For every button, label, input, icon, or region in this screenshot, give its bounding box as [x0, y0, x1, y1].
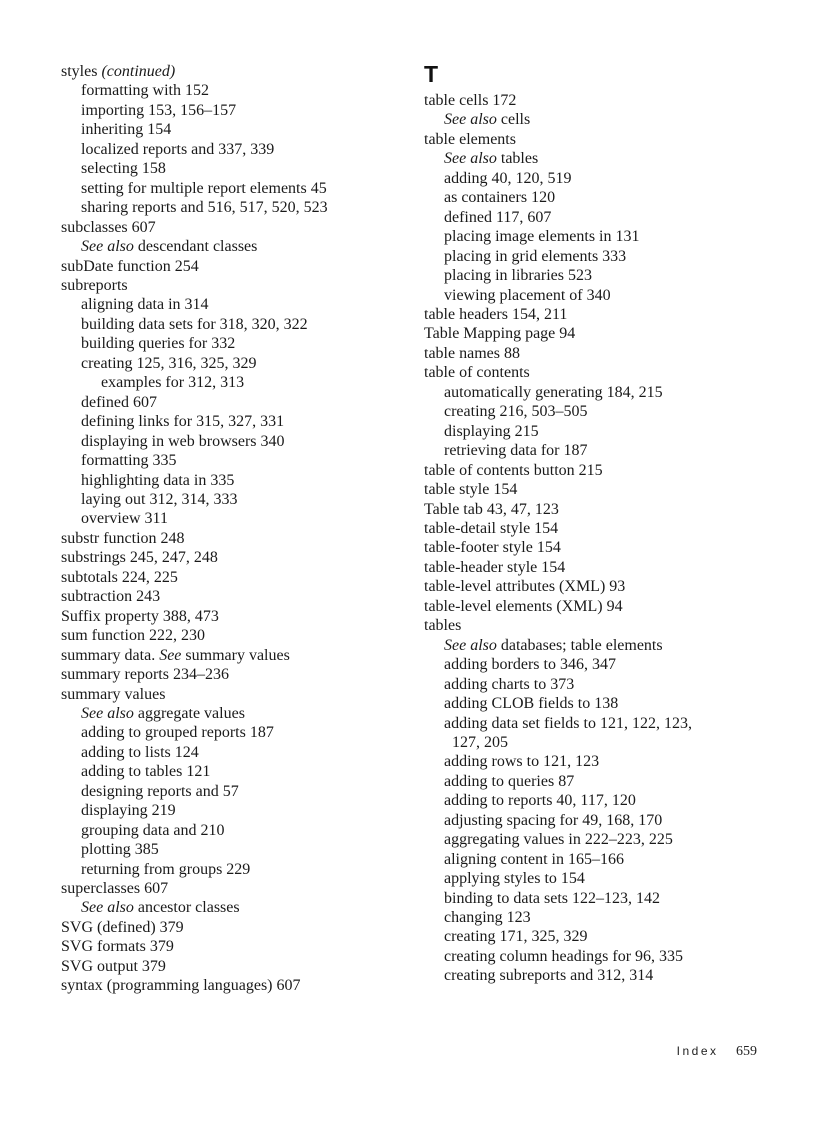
entry-text: adding 40, 120, 519	[444, 169, 572, 187]
entry-text: substrings 245, 247, 248	[61, 549, 218, 567]
entry-text: ancestor classes	[133, 899, 240, 917]
entry-text: summary values	[61, 685, 166, 703]
entry-text: sum function 222, 230	[61, 627, 205, 645]
index-entry	[61, 704, 411, 723]
entry-text: importing 153, 156–157	[81, 101, 237, 119]
entry-text: subtotals 224, 225	[61, 568, 178, 586]
index-entry	[424, 636, 754, 655]
index-entry	[424, 519, 754, 538]
index-entry	[424, 714, 754, 733]
index-entry	[424, 850, 754, 869]
entry-text: aggregate values	[133, 704, 245, 722]
entry-text: table-detail style 154	[424, 519, 559, 537]
entry-text: placing in grid elements 333	[444, 247, 627, 265]
entry-text: highlighting data in 335	[81, 471, 235, 489]
index-entry	[424, 908, 754, 927]
index-entry	[61, 587, 411, 606]
entry-text: as containers 120	[444, 189, 556, 207]
index-entries-right	[424, 91, 754, 986]
index-entry	[424, 791, 754, 810]
index-entry	[61, 237, 411, 256]
entry-text: adding borders to 346, 347	[444, 656, 616, 674]
index-entry	[424, 227, 754, 246]
index-entry	[424, 597, 754, 616]
entry-text: table headers 154, 211	[424, 305, 568, 323]
entry-text: adding to lists 124	[81, 743, 199, 761]
index-entry	[424, 208, 754, 227]
index-entry	[424, 966, 754, 985]
entry-text: Table tab 43, 47, 123	[424, 500, 559, 518]
index-entry	[424, 733, 754, 752]
entry-text: displaying 215	[444, 422, 539, 440]
entry-text: examples for 312, 313	[101, 374, 245, 392]
see-also-label: See also	[444, 111, 497, 129]
see-also-label: See also	[444, 636, 497, 654]
index-entry	[61, 101, 411, 120]
entry-text: defined 607	[81, 393, 157, 411]
index-entry	[61, 976, 411, 995]
index-column-right	[424, 62, 754, 986]
entry-text: SVG formats 379	[61, 938, 174, 956]
entry-text: descendant classes	[133, 238, 258, 256]
index-entry	[61, 354, 411, 373]
index-entry	[424, 461, 754, 480]
index-entry	[61, 432, 411, 451]
entry-text: localized reports and 337, 339	[81, 140, 275, 158]
index-entry	[424, 149, 754, 168]
index-entry	[61, 218, 411, 237]
entry-text: adding CLOB fields to 138	[444, 695, 619, 713]
entry-text: adding charts to 373	[444, 675, 575, 693]
entry-text: table of contents button 215	[424, 461, 603, 479]
entry-text: subDate function 254	[61, 257, 199, 275]
index-entry	[61, 490, 411, 509]
italic-note: (continued)	[101, 63, 176, 80]
index-entry	[61, 548, 411, 567]
see-also-label: See also	[81, 704, 134, 722]
index-entry	[424, 616, 754, 635]
index-entry	[424, 363, 754, 382]
entry-text: creating column headings for 96, 335	[444, 947, 684, 965]
page-footer	[677, 1044, 757, 1060]
entry-text: formatting 335	[81, 452, 177, 470]
entry-text: setting for multiple report elements 45	[81, 179, 327, 197]
italic-note: See	[159, 646, 182, 664]
entry-text: syntax (programming languages) 607	[61, 977, 301, 995]
index-entry	[61, 646, 411, 665]
index-entry	[424, 266, 754, 285]
index-entry	[424, 422, 754, 441]
entry-text: subreports	[61, 276, 128, 294]
index-entry	[424, 305, 754, 324]
index-entry	[61, 607, 411, 626]
section-letter-heading: T	[424, 61, 439, 87]
index-entry	[424, 110, 754, 129]
entry-text: subtraction 243	[61, 588, 161, 606]
entry-text: designing reports and 57	[81, 782, 239, 800]
entry-text: table-level elements (XML) 94	[424, 597, 623, 615]
entry-text: databases; table elements	[496, 636, 663, 654]
page-number: 659	[736, 1044, 757, 1059]
index-entry	[61, 276, 411, 295]
index-entry	[61, 879, 411, 898]
footer-label: Index	[676, 1044, 719, 1058]
entry-text: returning from groups 229	[81, 860, 251, 878]
entry-text: displaying 219	[81, 802, 176, 820]
index-entry	[61, 412, 411, 431]
index-entry	[61, 471, 411, 490]
index-entry	[61, 801, 411, 820]
index-entry	[61, 860, 411, 879]
index-entry	[61, 762, 411, 781]
entry-text: defined 117, 607	[444, 208, 552, 226]
index-entry	[61, 509, 411, 528]
index-entry	[61, 159, 411, 178]
index-entry	[424, 383, 754, 402]
index-entry	[61, 451, 411, 470]
entry-text: displaying in web browsers 340	[81, 432, 285, 450]
index-column-left	[61, 62, 411, 996]
entry-text: laying out 312, 314, 333	[81, 490, 238, 508]
index-entry	[424, 538, 754, 557]
index-entry	[61, 334, 411, 353]
entry-text: automatically generating 184, 215	[444, 383, 663, 401]
entry-text: creating 216, 503–505	[444, 403, 588, 421]
entry-text: table style 154	[424, 481, 518, 499]
index-entry	[424, 286, 754, 305]
index-entry	[61, 315, 411, 334]
index-entry	[424, 324, 754, 343]
entry-text: adding to tables 121	[81, 763, 211, 781]
index-entry	[61, 782, 411, 801]
entry-text: viewing placement of 340	[444, 286, 611, 304]
index-entry	[61, 198, 411, 217]
entry-text: placing in libraries 523	[444, 267, 592, 285]
entry-text: plotting 385	[81, 841, 159, 859]
index-entry	[424, 188, 754, 207]
entry-text: aligning data in 314	[81, 296, 209, 314]
entry-text: superclasses 607	[61, 880, 169, 898]
entry-text: overview 311	[81, 510, 168, 528]
entry-text: grouping data and 210	[81, 821, 225, 839]
index-entry	[424, 500, 754, 519]
index-entry	[61, 393, 411, 412]
index-entry	[61, 723, 411, 742]
index-entry	[424, 558, 754, 577]
index-entry	[424, 344, 754, 363]
entry-text: creating 171, 325, 329	[444, 928, 588, 946]
entry-text: Suffix property 388, 473	[61, 607, 219, 625]
index-entry	[424, 869, 754, 888]
index-entry	[424, 752, 754, 771]
index-entry	[61, 821, 411, 840]
index-entry	[424, 169, 754, 188]
entry-text: table-footer style 154	[424, 539, 561, 557]
index-entry	[424, 441, 754, 460]
index-entry	[424, 402, 754, 421]
entry-text: tables	[496, 150, 539, 168]
entry-text: cells	[496, 111, 531, 129]
entry-text: table cells 172	[424, 92, 517, 109]
index-entry	[424, 772, 754, 791]
index-entry	[424, 694, 754, 713]
entry-text: adding data set fields to 121, 122, 123,	[444, 714, 692, 732]
index-entry	[424, 675, 754, 694]
index-entry	[61, 568, 411, 587]
index-entry	[61, 179, 411, 198]
see-also-label: See also	[81, 899, 134, 917]
index-entry	[424, 811, 754, 830]
index-entry	[61, 685, 411, 704]
index-entry	[61, 140, 411, 159]
index-entry	[61, 529, 411, 548]
index-entry	[424, 927, 754, 946]
entry-text: placing image elements in 131	[444, 228, 640, 246]
entry-text: aligning content in 165–166	[444, 850, 624, 868]
entry-text: adding to reports 40, 117, 120	[444, 792, 636, 810]
index-entry	[424, 480, 754, 499]
index-entry	[61, 373, 411, 392]
entry-text: summary values	[181, 646, 290, 664]
index-entry	[61, 257, 411, 276]
entry-text: table-level attributes (XML) 93	[424, 578, 626, 596]
index-entry	[424, 577, 754, 596]
entry-text: Table Mapping page 94	[424, 325, 576, 343]
entry-text: table names 88	[424, 344, 520, 362]
entry-text: creating subreports and 312, 314	[444, 967, 654, 985]
entry-text: changing 123	[444, 909, 531, 927]
entry-text: tables	[424, 617, 462, 635]
index-entry	[61, 898, 411, 917]
entry-text: adding rows to 121, 123	[444, 753, 600, 771]
see-also-label: See also	[81, 238, 134, 256]
index-entry	[61, 120, 411, 139]
index-entry	[424, 830, 754, 849]
entry-text: inheriting 154	[81, 121, 172, 139]
entry-text: creating 125, 316, 325, 329	[81, 354, 257, 372]
index-entry	[424, 91, 754, 110]
entry-text: building queries for 332	[81, 335, 236, 353]
index-entry	[61, 626, 411, 645]
index-entry	[61, 295, 411, 314]
entry-text: table-header style 154	[424, 558, 566, 576]
index-entry	[424, 947, 754, 966]
entry-text: sharing reports and 516, 517, 520, 523	[81, 199, 328, 217]
entry-text: selecting 158	[81, 160, 166, 178]
index-entry	[424, 889, 754, 908]
entry-text: summary reports 234–236	[61, 666, 229, 684]
index-entry	[61, 918, 411, 937]
entry-text: SVG (defined) 379	[61, 918, 184, 936]
entry-text: defining links for 315, 327, 331	[81, 413, 285, 431]
entry-text: 127, 205	[452, 733, 508, 751]
entry-text: styles	[61, 63, 102, 80]
index-entry	[61, 81, 411, 100]
entry-text: adding to queries 87	[444, 772, 575, 790]
entry-text: formatting with 152	[81, 82, 209, 100]
entry-text: summary data.	[61, 646, 160, 664]
entry-text: retrieving data for 187	[444, 442, 588, 460]
entry-text: applying styles to 154	[444, 870, 585, 888]
index-entry	[424, 130, 754, 149]
entry-text: building data sets for 318, 320, 322	[81, 315, 308, 333]
entry-text: table elements	[424, 130, 516, 148]
index-entry	[424, 247, 754, 266]
entry-text: substr function 248	[61, 529, 185, 547]
index-entry	[61, 743, 411, 762]
entry-text: binding to data sets 122–123, 142	[444, 889, 660, 907]
entry-text: table of contents	[424, 364, 530, 382]
see-also-label: See also	[444, 150, 497, 168]
entry-text: subclasses 607	[61, 218, 156, 236]
entry-text: SVG output 379	[61, 957, 166, 975]
entry-text: adjusting spacing for 49, 168, 170	[444, 811, 663, 829]
index-entry	[61, 665, 411, 684]
index-entry	[61, 957, 411, 976]
index-entry	[424, 655, 754, 674]
index-entry	[61, 840, 411, 859]
index-entry	[61, 937, 411, 956]
entry-text: adding to grouped reports 187	[81, 724, 274, 742]
entry-text: aggregating values in 222–223, 225	[444, 831, 673, 849]
index-entry	[61, 62, 411, 81]
